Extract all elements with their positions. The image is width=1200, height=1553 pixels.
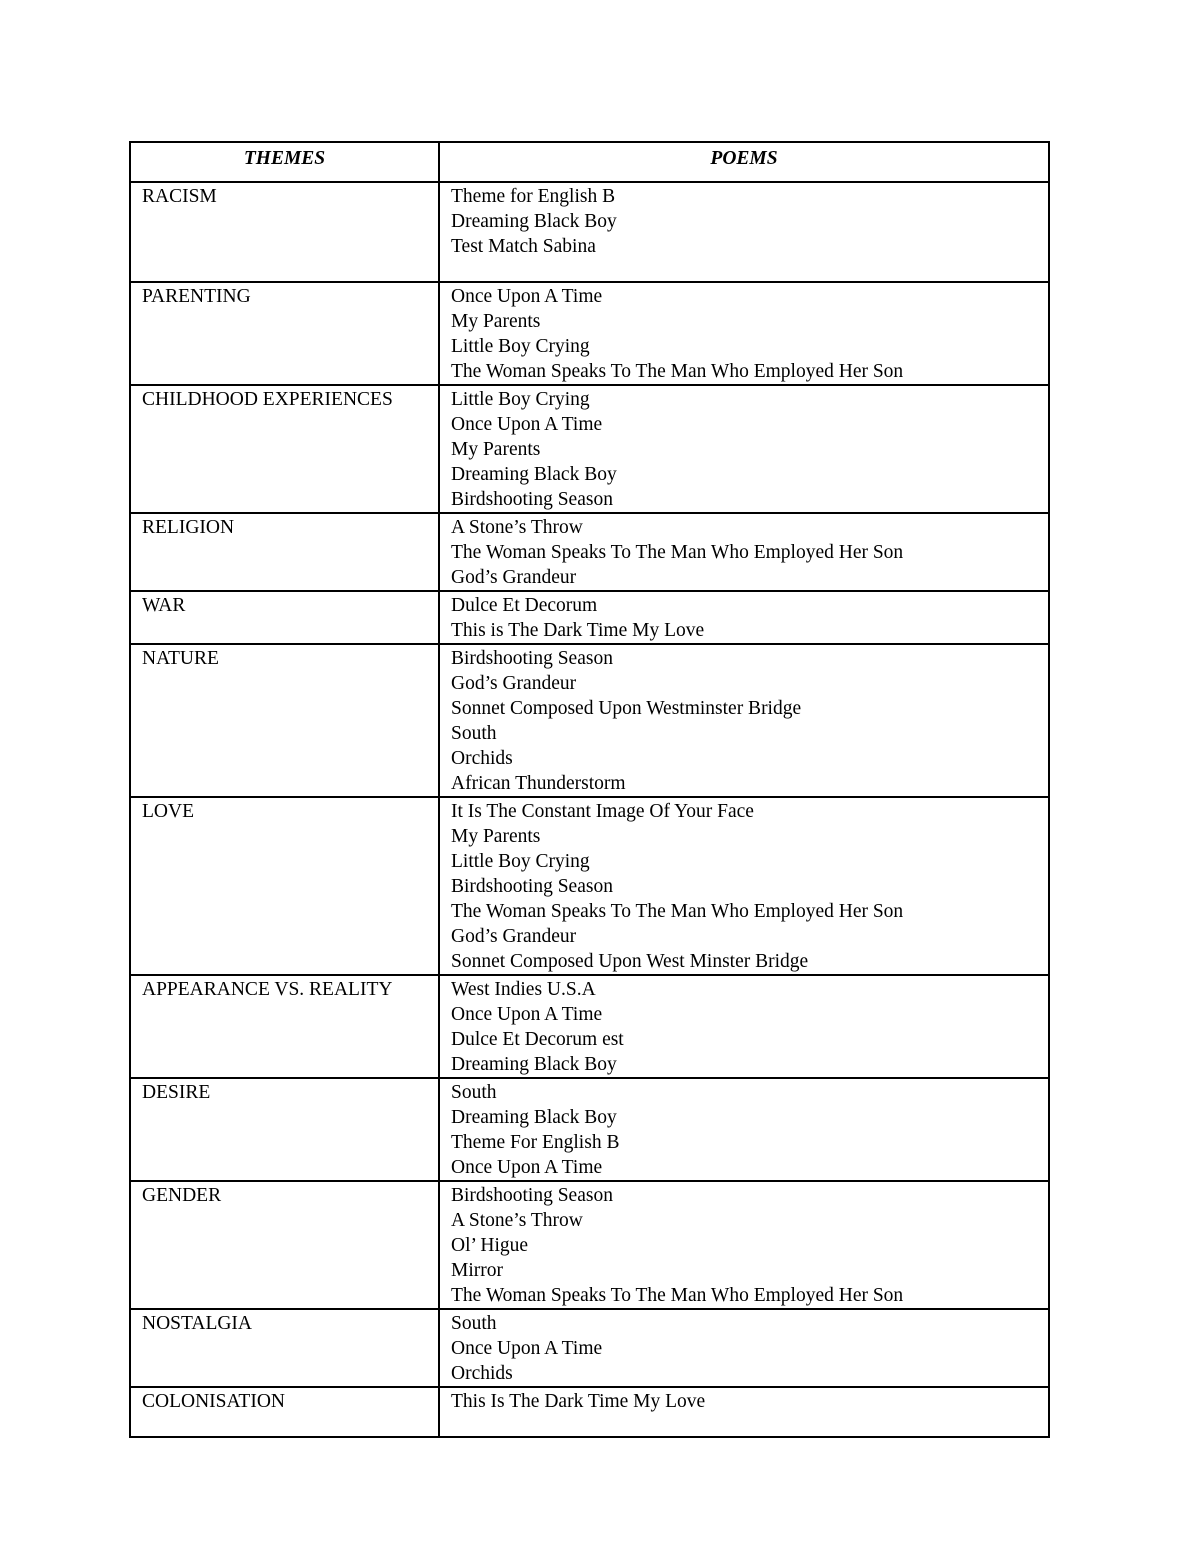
poem-title: It Is The Constant Image Of Your Face (451, 801, 754, 822)
table-row (130, 385, 1049, 513)
poem-title: Little Boy Crying (451, 336, 590, 357)
poem-title: Theme for English B (451, 186, 616, 207)
poem-title: South (451, 1082, 497, 1103)
theme-cell: RACISM (130, 182, 439, 282)
table-header (130, 142, 1049, 182)
poem-title: Little Boy Crying (451, 389, 590, 410)
poem-title: Test Match Sabina (451, 236, 596, 257)
theme-cell: CHILDHOOD EXPERIENCES (130, 385, 439, 513)
theme-cell: RELIGION (130, 513, 439, 591)
theme-cell: DESIRE (130, 1078, 439, 1181)
table-row (130, 513, 1049, 591)
poem-title: Mirror (451, 1260, 503, 1281)
poem-title: Sonnet Composed Upon West Minster Bridge (451, 951, 809, 972)
poems-cell (439, 182, 1049, 282)
poem-title: Dreaming Black Boy (451, 1107, 617, 1128)
table-row (130, 1309, 1049, 1387)
poems-cell (439, 644, 1049, 797)
poem-title: This Is The Dark Time My Love (451, 1391, 706, 1412)
themes-poems-table (129, 141, 1050, 1438)
table-row (130, 1181, 1049, 1309)
poem-title: Birdshooting Season (451, 876, 613, 897)
poem-title: Once Upon A Time (451, 1004, 603, 1025)
poems-cell (439, 797, 1049, 975)
poem-title: The Woman Speaks To The Man Who Employed Her Son (451, 901, 904, 922)
table-row (130, 1078, 1049, 1181)
poem-title: South (451, 1313, 497, 1334)
poem-title: Little Boy Crying (451, 851, 590, 872)
poem-title: God’s Grandeur (451, 567, 577, 588)
poem-title: Dreaming Black Boy (451, 211, 617, 232)
poem-title: Dreaming Black Boy (451, 1054, 617, 1075)
poems-cell (439, 1181, 1049, 1309)
poem-title: Dreaming Black Boy (451, 464, 617, 485)
poem-title: God’s Grandeur (451, 673, 577, 694)
theme-cell: NATURE (130, 644, 439, 797)
poems-cell (439, 591, 1049, 644)
poem-title: This is The Dark Time My Love (451, 620, 705, 641)
header-row (130, 142, 1049, 182)
poem-title: A Stone’s Throw (451, 1210, 583, 1231)
poems-cell (439, 282, 1049, 385)
poem-title: West Indies U.S.A (451, 979, 596, 1000)
table-row (130, 644, 1049, 797)
poems-cell (439, 1387, 1049, 1437)
poem-title: My Parents (451, 826, 541, 847)
poems-cell (439, 513, 1049, 591)
poem-title: Orchids (451, 1363, 513, 1384)
table-row (130, 1387, 1049, 1437)
theme-cell: LOVE (130, 797, 439, 975)
theme-cell: COLONISATION (130, 1387, 439, 1437)
poem-title: Once Upon A Time (451, 1338, 603, 1359)
table-row (130, 282, 1049, 385)
poem-title: God’s Grandeur (451, 926, 577, 947)
poems-cell (439, 1078, 1049, 1181)
poem-title: My Parents (451, 311, 541, 332)
poem-title: The Woman Speaks To The Man Who Employed Her Son (451, 361, 904, 382)
poem-title: Birdshooting Season (451, 648, 613, 669)
table-row (130, 591, 1049, 644)
theme-cell: GENDER (130, 1181, 439, 1309)
theme-cell: APPEARANCE VS. REALITY (130, 975, 439, 1078)
poem-title: Birdshooting Season (451, 489, 613, 510)
poem-title: Dulce Et Decorum est (451, 1029, 624, 1050)
table-row (130, 182, 1049, 282)
theme-cell: NOSTALGIA (130, 1309, 439, 1387)
theme-cell: PARENTING (130, 282, 439, 385)
poem-title: African Thunderstorm (451, 773, 626, 794)
poem-title: A Stone’s Throw (451, 517, 583, 538)
header-poems: POEMS (439, 142, 1049, 182)
poem-title: Birdshooting Season (451, 1185, 613, 1206)
poems-cell (439, 1309, 1049, 1387)
poem-title: My Parents (451, 439, 541, 460)
poem-title: The Woman Speaks To The Man Who Employed Her Son (451, 1285, 904, 1306)
table-body (130, 182, 1049, 1437)
header-themes: THEMES (130, 142, 439, 182)
poem-title: Sonnet Composed Upon Westminster Bridge (451, 698, 802, 719)
table-row (130, 975, 1049, 1078)
theme-cell: WAR (130, 591, 439, 644)
poem-title: Theme For English B (451, 1132, 620, 1153)
poems-cell (439, 385, 1049, 513)
table-row (130, 797, 1049, 975)
poem-title: Once Upon A Time (451, 286, 603, 307)
poem-title: Once Upon A Time (451, 414, 603, 435)
poem-title: Ol’ Higue (451, 1235, 529, 1256)
poem-title: Orchids (451, 748, 513, 769)
poem-title: Dulce Et Decorum (451, 595, 598, 616)
poem-title: Once Upon A Time (451, 1157, 603, 1178)
poem-title: South (451, 723, 497, 744)
poems-cell (439, 975, 1049, 1078)
poem-title: The Woman Speaks To The Man Who Employed Her Son (451, 542, 904, 563)
